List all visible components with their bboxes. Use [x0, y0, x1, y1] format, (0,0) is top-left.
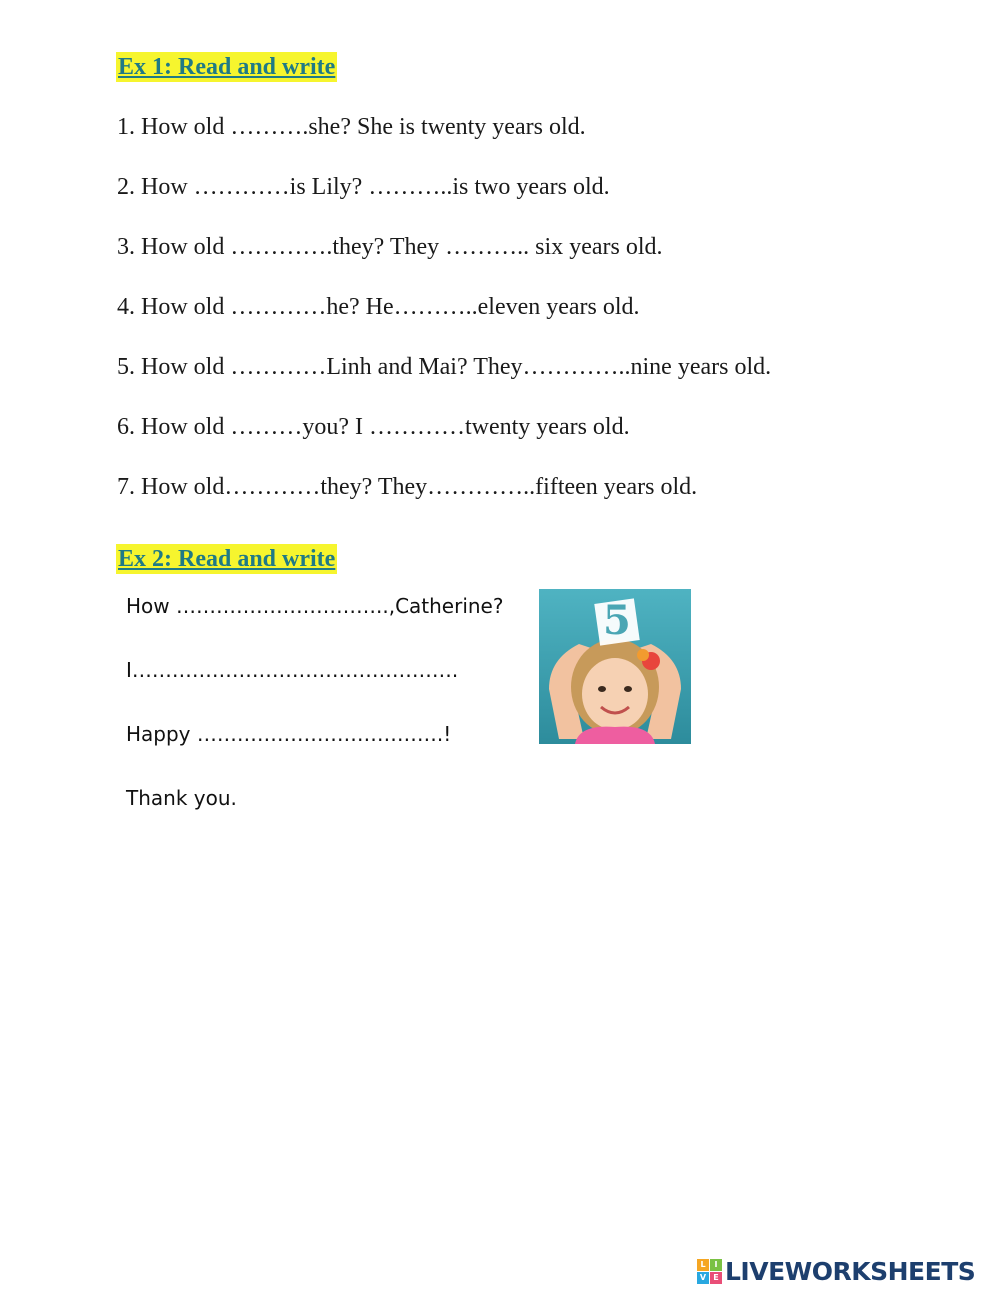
ex1-item-3: 3. How old ………….they? They ……….. six years old.: [117, 234, 663, 260]
logo-text: LIVEWORKSHEETS: [725, 1256, 976, 1286]
logo-letter-e: E: [710, 1272, 722, 1284]
ex2-line-i: I………………………………………….: [126, 658, 459, 682]
logo-letter-i: I: [710, 1259, 722, 1271]
ex2-line-how: How …………………………..,Catherine?: [126, 594, 504, 618]
ex1-item-4: 4. How old …………he? He………..eleven years old.: [117, 294, 640, 320]
girl-photo: [539, 589, 691, 744]
ex1-item-7: 7. How old…………they? They…………..fifteen years old.: [117, 474, 698, 500]
ex2-line-thanks: Thank you.: [126, 786, 237, 810]
logo-grid-icon: [697, 1259, 722, 1284]
ex1-item-1: 1. How old ……….she? She is twenty years old.: [117, 114, 586, 140]
liveworksheets-logo: [697, 1256, 975, 1286]
ex2-heading: Ex 2: Read and write: [118, 546, 336, 572]
ex1-item-2: 2. How …………is Lily? ………..is two years old.: [117, 174, 610, 200]
ex1-item-6: 6. How old ………you? I …………twenty years old.: [117, 414, 630, 440]
logo-letter-l: L: [697, 1259, 709, 1271]
ex1-item-5: 5. How old …………Linh and Mai? They…………..nine years old.: [117, 354, 772, 380]
ex2-line-happy: Happy ……………………………….!: [126, 722, 452, 746]
photo-number: 5: [603, 597, 631, 644]
logo-letter-v: V: [697, 1272, 709, 1284]
ex1-heading: Ex 1: Read and write: [118, 54, 336, 80]
